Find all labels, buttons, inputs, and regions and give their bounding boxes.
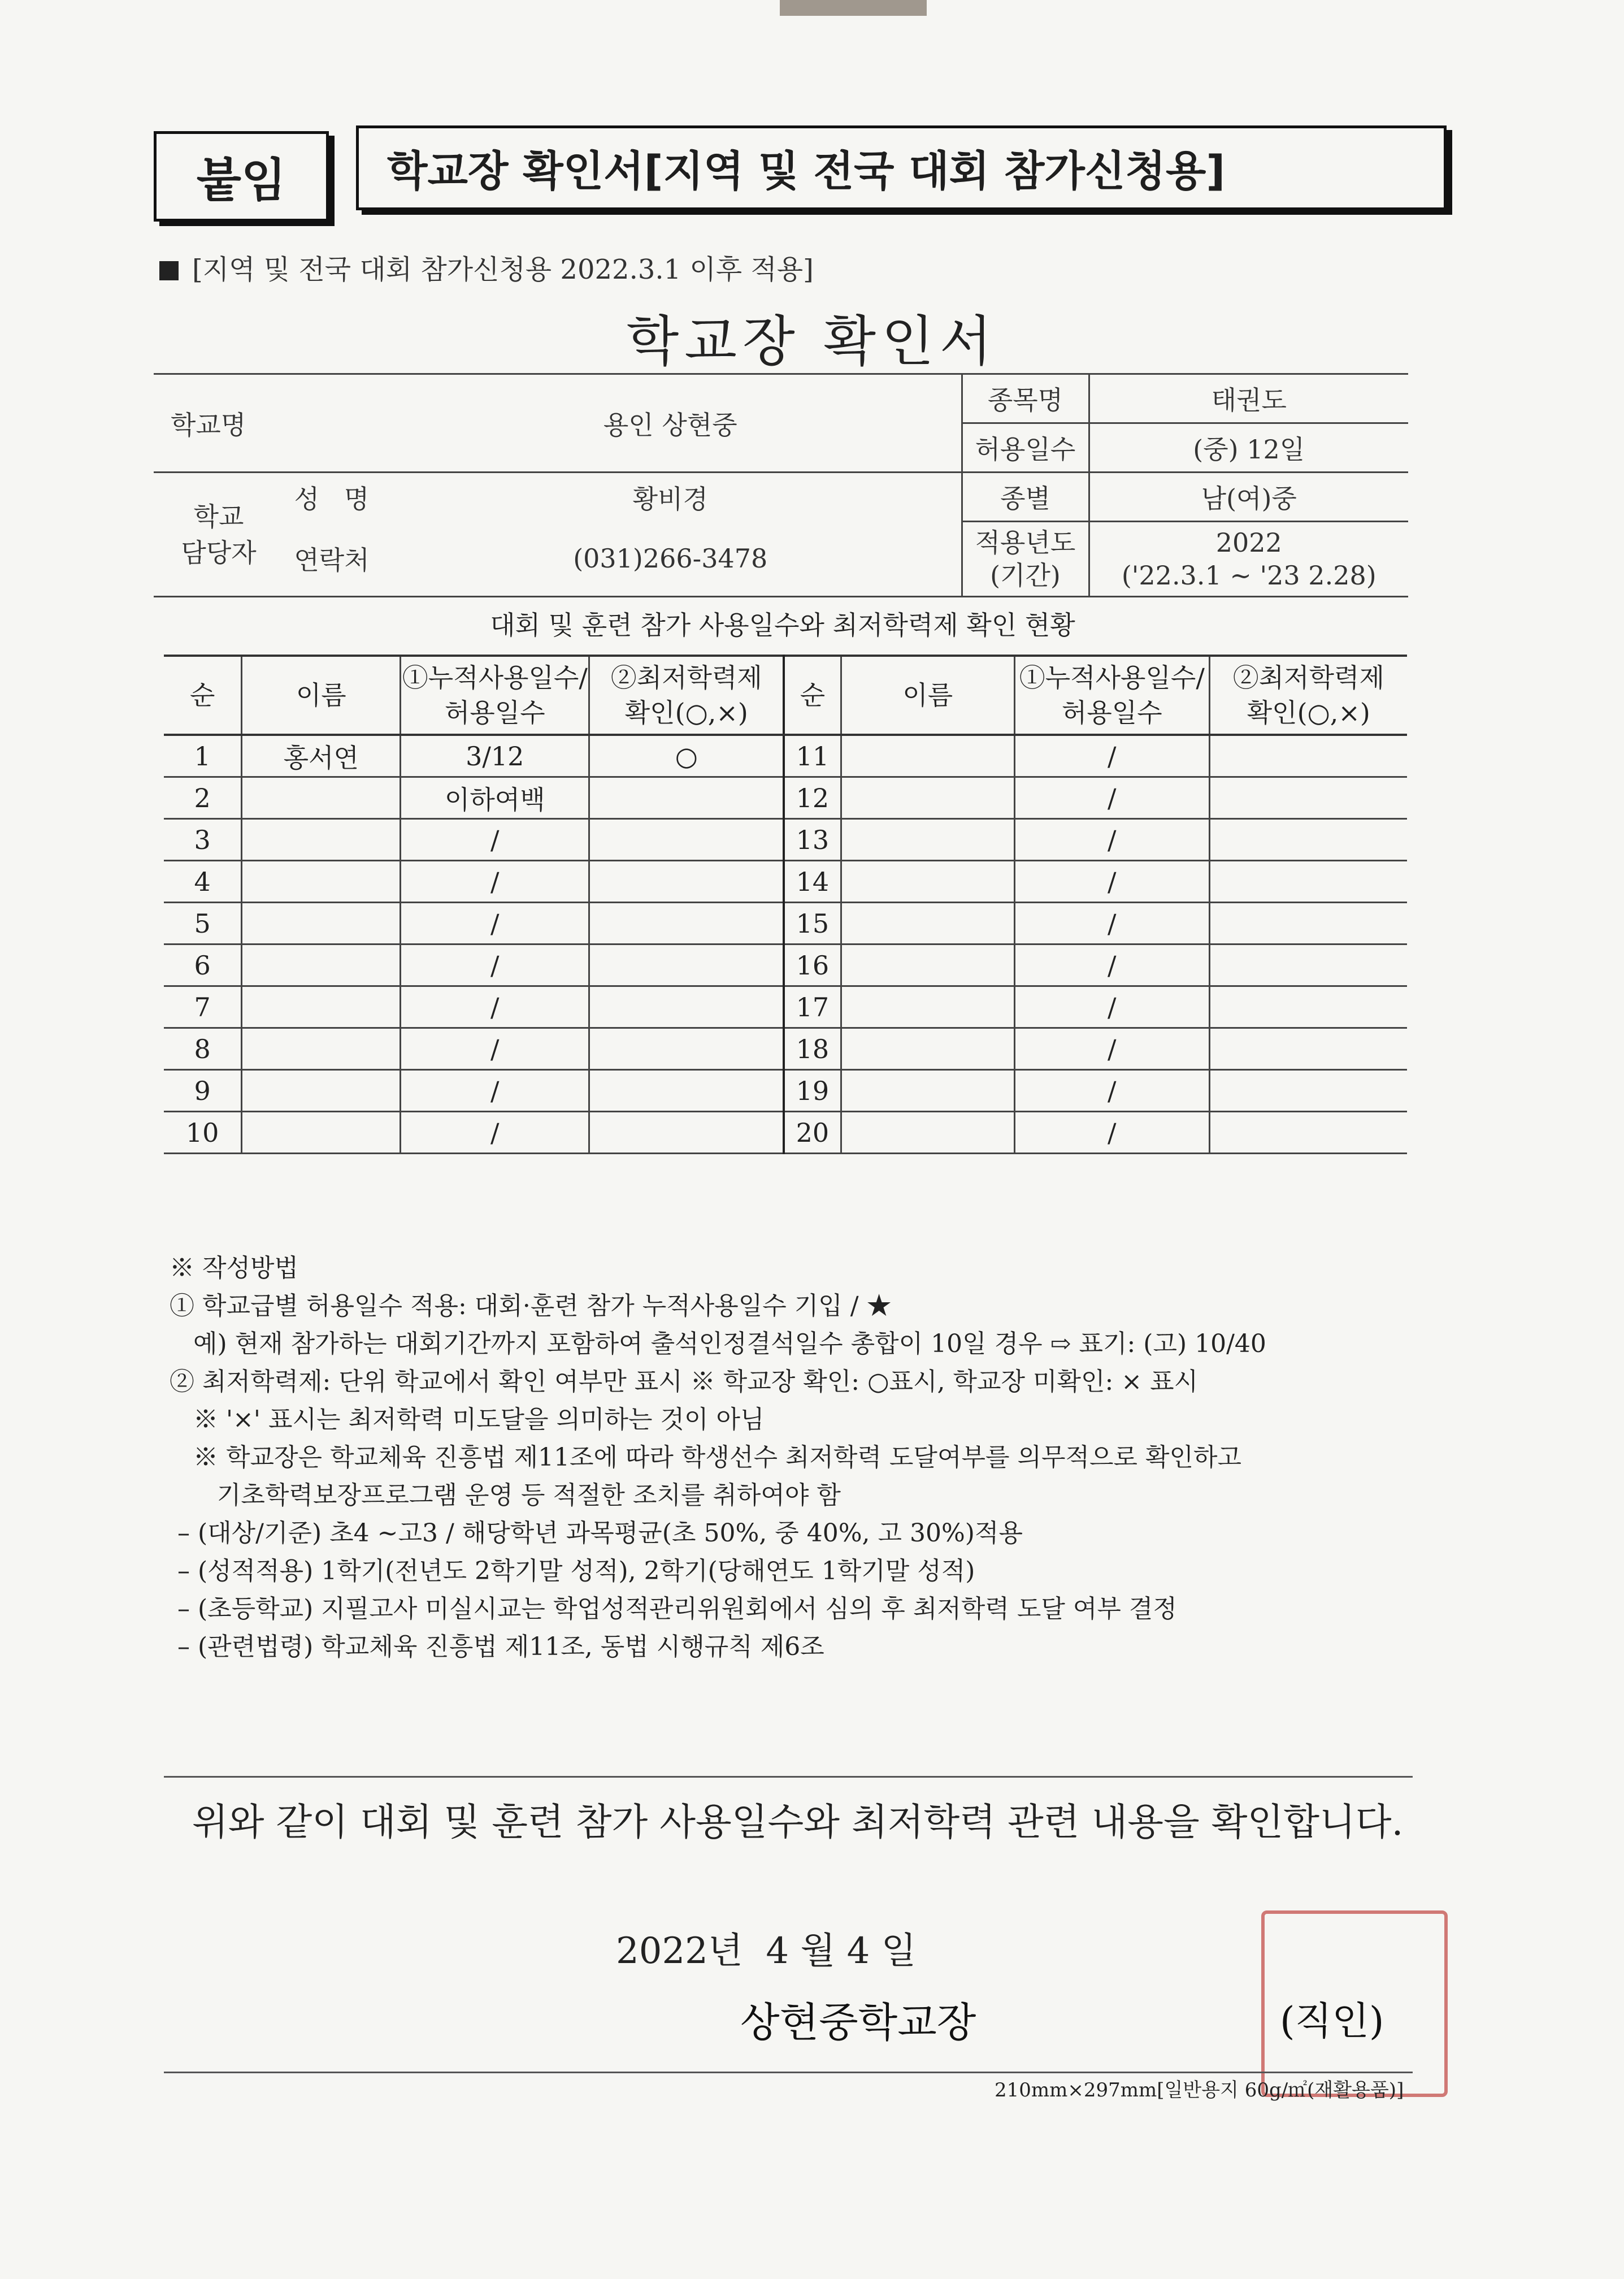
row-no: 8	[164, 1028, 242, 1070]
header-min: ②최저학력제 확인(○,×)	[589, 656, 784, 735]
year-value: 2022 ('22.3.1 ~ '23 2.28)	[1089, 522, 1408, 597]
row-name	[242, 777, 401, 819]
row-no: 5	[164, 903, 242, 944]
note-line: – (대상/기준) 초4 ~고3 / 해당학년 과목평균(초 50%, 중 40%, 고 30%)적용	[170, 1519, 1023, 1548]
row-name-2	[841, 986, 1014, 1028]
note-line: ※ 학교장은 학교체육 진흥법 제11조에 따라 학생선수 최저학력 도달여부를 의무적으로 확인하고	[170, 1443, 1241, 1472]
row-no-2: 13	[784, 819, 841, 861]
header-used-2: ①누적사용일수/ 허용일수	[1015, 656, 1210, 735]
row-name-2	[841, 1028, 1014, 1070]
table-row	[164, 819, 1407, 861]
row-min-check	[589, 861, 784, 903]
paper-spec: 210mm×297mm[일반용지 60g/㎡(재활용품)]	[995, 2079, 1404, 2102]
row-min-check-2	[1209, 1070, 1407, 1112]
note-line: ② 최저학력제: 단위 학교에서 확인 여부만 표시 ※ 학교장 확인: ○표시, 학교장 미확인: × 표시	[170, 1367, 1199, 1396]
info-table	[154, 373, 1408, 597]
days-label: 허용일수	[962, 423, 1089, 473]
person-label: 학교 담당자	[154, 473, 284, 597]
contact-label: 연락처	[284, 522, 380, 597]
row-no-2: 19	[784, 1070, 841, 1112]
header-name: 이름	[242, 656, 401, 735]
row-min-check	[589, 777, 784, 819]
name-value: 황비경	[632, 483, 708, 514]
row-name	[242, 986, 401, 1028]
row-no-2: 16	[784, 944, 841, 986]
note-line: – (성적적용) 1학기(전년도 2학기말 성적), 2학기(당해연도 1학기말 성적)	[170, 1557, 975, 1585]
row-name: 홍서연	[242, 735, 401, 777]
row-name-2	[841, 777, 1014, 819]
row-used-days: 이하여백	[401, 777, 589, 819]
type-value: 남(여)중	[1089, 473, 1408, 522]
year-label: 적용년도 (기간)	[962, 522, 1089, 597]
row-used-days: /	[401, 903, 589, 944]
row-no: 2	[164, 777, 242, 819]
row-min-check-2	[1209, 1028, 1407, 1070]
note-line: – (관련법령) 학교체육 진흥법 제11조, 동법 시행규칙 제6조	[170, 1632, 824, 1661]
top-edge-shadow	[780, 0, 927, 16]
table-row	[164, 986, 1407, 1028]
row-name	[242, 944, 401, 986]
row-used-days: 3/12	[401, 735, 589, 777]
header-used: ①누적사용일수/ 허용일수	[401, 656, 589, 735]
principal-name: 상현중학교장	[740, 1999, 976, 2046]
row-min-check: ○	[589, 735, 784, 777]
table-row	[164, 903, 1407, 944]
table-row	[164, 1028, 1407, 1070]
table-row	[164, 1070, 1407, 1112]
row-min-check	[589, 1028, 784, 1070]
row-min-check-2	[1209, 735, 1407, 777]
header-min-2: ②최저학력제 확인(○,×)	[1209, 656, 1407, 735]
row-no-2: 20	[784, 1112, 841, 1154]
row-name-2	[841, 1070, 1014, 1112]
row-no: 6	[164, 944, 242, 986]
table-row	[164, 861, 1407, 903]
document-title: 학교장 확인서	[626, 310, 998, 373]
row-name-2	[841, 1112, 1014, 1154]
section-title: 대회 및 훈련 참가 사용일수와 최저학력제 확인 현황	[490, 610, 1075, 640]
school-value: 용인 상현중	[380, 374, 962, 473]
row-used-days-2: /	[1015, 1070, 1210, 1112]
row-used-days-2: /	[1015, 777, 1210, 819]
row-used-days: /	[401, 1070, 589, 1112]
header-name-2: 이름	[841, 656, 1014, 735]
note-line: – (초등학교) 지필고사 미실시교는 학업성적관리위원회에서 심의 후 최저학력 도달 여부 결정	[170, 1595, 1177, 1623]
row-used-days: /	[401, 819, 589, 861]
row-name	[242, 861, 401, 903]
days-value: (중) 12일	[1089, 423, 1408, 473]
contact-value: (031)266-3478	[380, 522, 962, 597]
row-no: 4	[164, 861, 242, 903]
row-name	[242, 1112, 401, 1154]
row-min-check	[589, 986, 784, 1028]
header-no: 순	[164, 656, 242, 735]
row-name-2	[841, 735, 1014, 777]
row-no: 9	[164, 1070, 242, 1112]
note-line: ① 학교급별 허용일수 적용: 대회·훈련 참가 누적사용일수 기입 / ★	[170, 1292, 892, 1320]
seal-label: (직인)	[1280, 1999, 1384, 2044]
row-used-days-2: /	[1015, 1028, 1210, 1070]
row-min-check-2	[1209, 986, 1407, 1028]
table-row	[164, 1112, 1407, 1154]
row-min-check-2	[1209, 819, 1407, 861]
row-name	[242, 819, 401, 861]
attachment-tag: 붙임	[154, 131, 329, 222]
header-no-2: 순	[784, 656, 841, 735]
row-name	[242, 1070, 401, 1112]
row-used-days-2: /	[1015, 735, 1210, 777]
row-min-check-2	[1209, 903, 1407, 944]
row-no: 7	[164, 986, 242, 1028]
table-row	[164, 777, 1407, 819]
row-no-2: 15	[784, 903, 841, 944]
row-used-days: /	[401, 944, 589, 986]
row-no-2: 11	[784, 735, 841, 777]
confirm-statement: 위와 같이 대회 및 훈련 참가 사용일수와 최저학력 관련 내용을 확인합니다.	[192, 1800, 1404, 1844]
row-no: 1	[164, 735, 242, 777]
row-min-check	[589, 1070, 784, 1112]
row-name-2	[841, 861, 1014, 903]
header-title: 학교장 확인서[지역 및 전국 대회 참가신청용]	[356, 125, 1447, 210]
row-used-days-2: /	[1015, 1112, 1210, 1154]
row-used-days-2: /	[1015, 819, 1210, 861]
note-line: ※ 작성방법	[170, 1254, 299, 1283]
row-name	[242, 903, 401, 944]
row-min-check	[589, 1112, 784, 1154]
row-used-days-2: /	[1015, 861, 1210, 903]
row-no: 3	[164, 819, 242, 861]
row-min-check-2	[1209, 944, 1407, 986]
row-used-days-2: /	[1015, 986, 1210, 1028]
school-label: 학교명	[154, 374, 380, 473]
row-used-days-2: /	[1015, 944, 1210, 986]
note-line: ※ '×' 표시는 최저학력 미도달을 의미하는 것이 아님	[170, 1405, 765, 1434]
divider-bottom	[164, 2072, 1413, 2073]
event-label: 종목명	[962, 374, 1089, 423]
name-label: 성 명	[294, 483, 370, 514]
row-name-2	[841, 819, 1014, 861]
table-row	[164, 944, 1407, 986]
divider-top	[164, 1776, 1413, 1778]
row-no-2: 14	[784, 861, 841, 903]
note-line: 예) 현재 참가하는 대회기간까지 포함하여 출석인정결석일수 총합이 10일 경우 ⇨ 표기: (고) 10/40	[170, 1329, 1266, 1358]
row-used-days: /	[401, 861, 589, 903]
row-no-2: 18	[784, 1028, 841, 1070]
row-used-days: /	[401, 986, 589, 1028]
row-min-check	[589, 819, 784, 861]
row-name-2	[841, 903, 1014, 944]
type-label: 종별	[962, 473, 1089, 522]
row-no-2: 12	[784, 777, 841, 819]
issue-date: 2022년 4 월 4 일	[616, 1930, 917, 1972]
square-bullet-icon	[159, 261, 179, 280]
row-no-2: 17	[784, 986, 841, 1028]
subtitle: [지역 및 전국 대회 참가신청용 2022.3.1 이후 적용]	[159, 248, 814, 287]
row-name-2	[841, 944, 1014, 986]
row-min-check-2	[1209, 777, 1407, 819]
row-min-check	[589, 944, 784, 986]
row-min-check-2	[1209, 1112, 1407, 1154]
row-used-days: /	[401, 1112, 589, 1154]
row-min-check-2	[1209, 861, 1407, 903]
row-used-days: /	[401, 1028, 589, 1070]
table-row	[164, 735, 1407, 777]
event-value: 태권도	[1089, 374, 1408, 423]
row-used-days-2: /	[1015, 903, 1210, 944]
row-no: 10	[164, 1112, 242, 1154]
note-line: 기초학력보장프로그램 운영 등 적절한 조치를 취하여야 함	[170, 1481, 841, 1510]
records-table	[164, 655, 1407, 1154]
row-min-check	[589, 903, 784, 944]
notes	[170, 1249, 1469, 1666]
row-name	[242, 1028, 401, 1070]
